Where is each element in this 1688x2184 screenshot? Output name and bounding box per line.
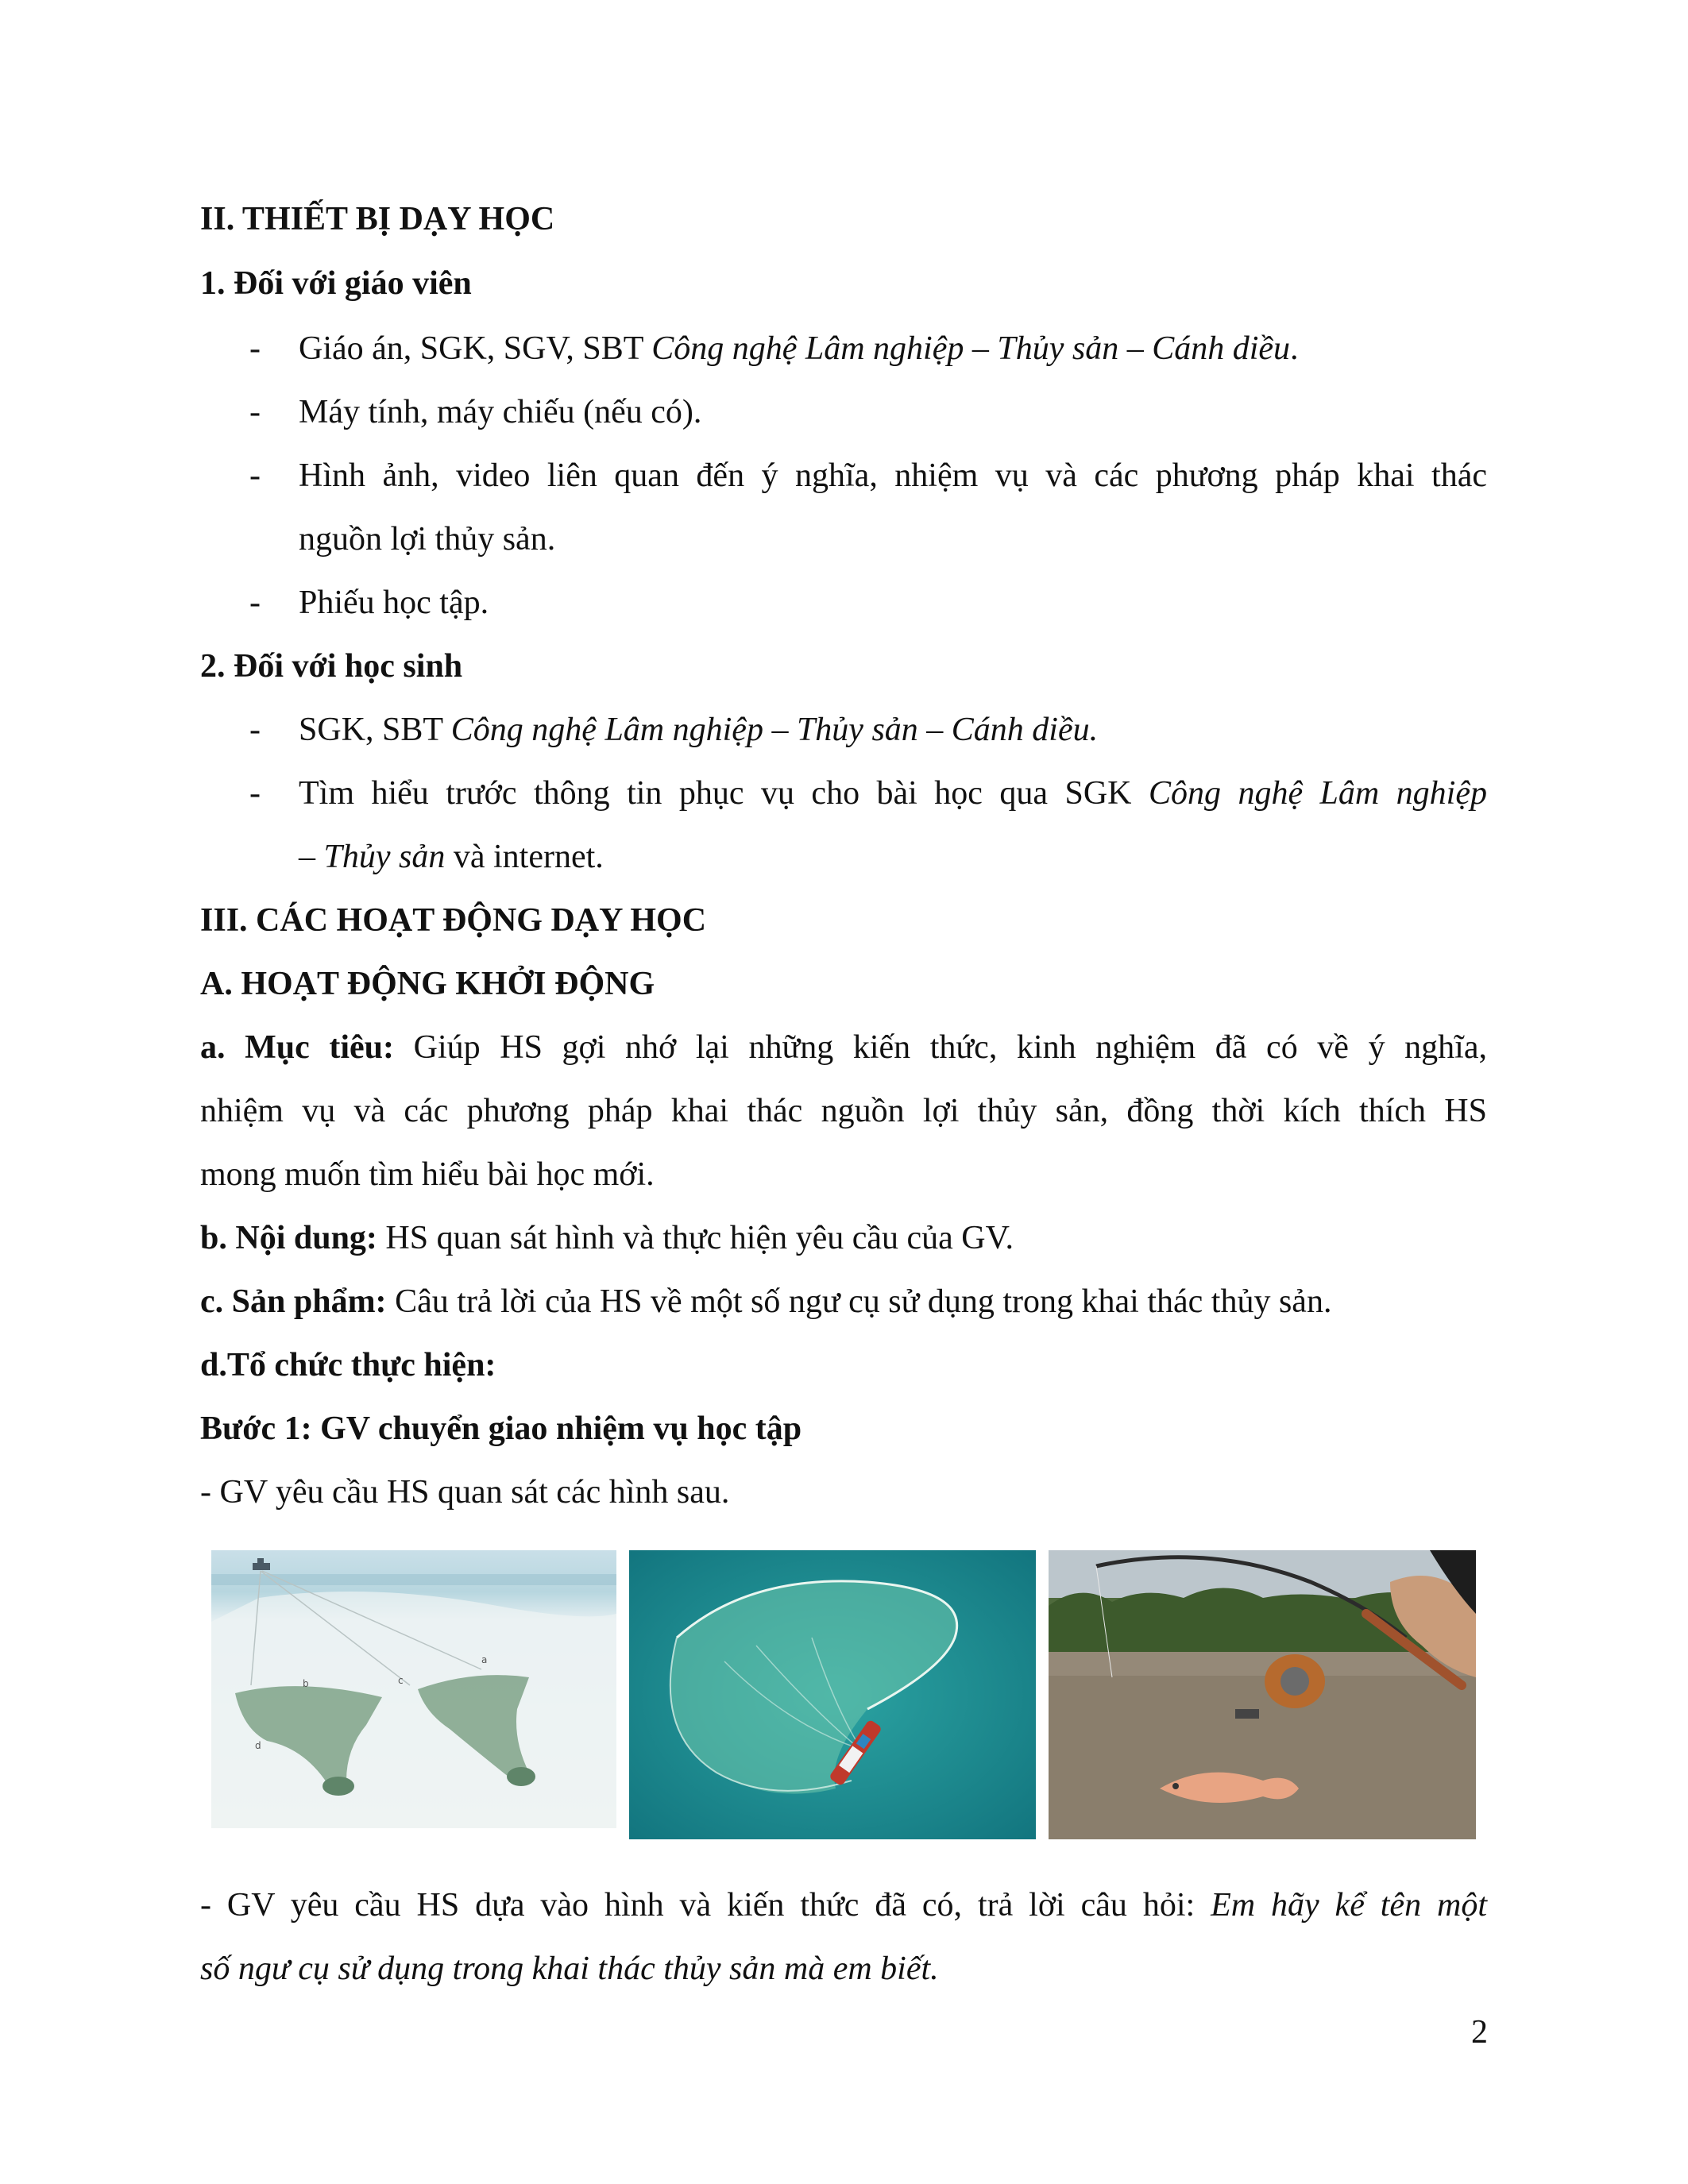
list-item-continuation: – Thủy sản và internet.: [299, 839, 604, 875]
rod-fishing-illustration: [1049, 1550, 1476, 1839]
rod-fishing-image: [1049, 1550, 1476, 1839]
question-line: - GV yêu cầu HS dựa vào hình và kiến thức đã có, trả lời câu hỏi: Em hãy kể tên một: [200, 1887, 1487, 1924]
objective-line: a. Mục tiêu: Giúp HS gợi nhớ lại những kiến thức, kinh nghiệm đã có về ý nghĩa,: [200, 1029, 1487, 1066]
list-item: Máy tính, máy chiếu (nếu có).: [299, 394, 702, 430]
bullet-dash: -: [249, 585, 261, 621]
list-item: Giáo án, SGK, SGV, SBT Công nghệ Lâm nghiệp – Thủy sản – Cánh diều.: [299, 330, 1299, 367]
step1-heading: Bước 1: GV chuyển giao nhiệm vụ học tập: [200, 1410, 802, 1447]
section-heading-equipment: II. THIẾT BỊ DẠY HỌC: [200, 201, 555, 237]
trawl-net-illustration: [211, 1550, 616, 1828]
list-item-continuation: nguồn lợi thủy sản.: [299, 521, 556, 558]
list-item: Hình ảnh, video liên quan đến ý nghĩa, nhiệm vụ và các phương pháp khai thác: [299, 457, 1487, 494]
trawl-label-a: a: [481, 1654, 488, 1665]
list-item: SGK, SBT Công nghệ Lâm nghiệp – Thủy sản – Cánh diều.: [299, 712, 1099, 748]
section-heading-activities: III. CÁC HOẠT ĐỘNG DẠY HỌC: [200, 902, 707, 939]
product-line: c. Sản phẩm: Câu trả lời của HS về một số ngư cụ sử dụng trong khai thác thủy sản.: [200, 1283, 1332, 1320]
bullet-dash: -: [249, 457, 261, 494]
bullet-dash: -: [249, 330, 261, 367]
subheading-warmup: A. HOẠT ĐỘNG KHỞI ĐỘNG: [200, 966, 655, 1002]
trawl-net-image: [211, 1550, 616, 1828]
bullet-dash: -: [249, 775, 261, 812]
list-item: Phiếu học tập.: [299, 585, 489, 621]
content-line: b. Nội dung: HS quan sát hình và thực hiện yêu cầu của GV.: [200, 1220, 1014, 1256]
subheading-student: 2. Đối với học sinh: [200, 648, 463, 685]
list-item: Tìm hiểu trước thông tin phục vụ cho bài học qua SGK Công nghệ Lâm nghiệp: [299, 775, 1487, 812]
subheading-teacher: 1. Đối với giáo viên: [200, 265, 472, 302]
question-line: số ngư cụ sử dụng trong khai thác thủy sản mà em biết.: [200, 1951, 939, 1987]
purse-seine-illustration: [629, 1550, 1036, 1839]
observe-instruction: - GV yêu cầu HS quan sát các hình sau.: [200, 1474, 730, 1511]
purse-seine-image: [629, 1550, 1036, 1839]
trawl-label-b: b: [303, 1678, 309, 1689]
bullet-dash: -: [249, 394, 261, 430]
page-number: 2: [1471, 2014, 1488, 2051]
objective-line: mong muốn tìm hiểu bài học mới.: [200, 1156, 655, 1193]
bullet-dash: -: [249, 712, 261, 748]
objective-line: nhiệm vụ và các phương pháp khai thác nguồn lợi thủy sản, đồng thời kích thích HS: [200, 1093, 1487, 1129]
trawl-label-d: d: [255, 1740, 261, 1751]
organization-heading: d.Tổ chức thực hiện:: [200, 1347, 496, 1383]
trawl-label-c: c: [398, 1675, 404, 1686]
